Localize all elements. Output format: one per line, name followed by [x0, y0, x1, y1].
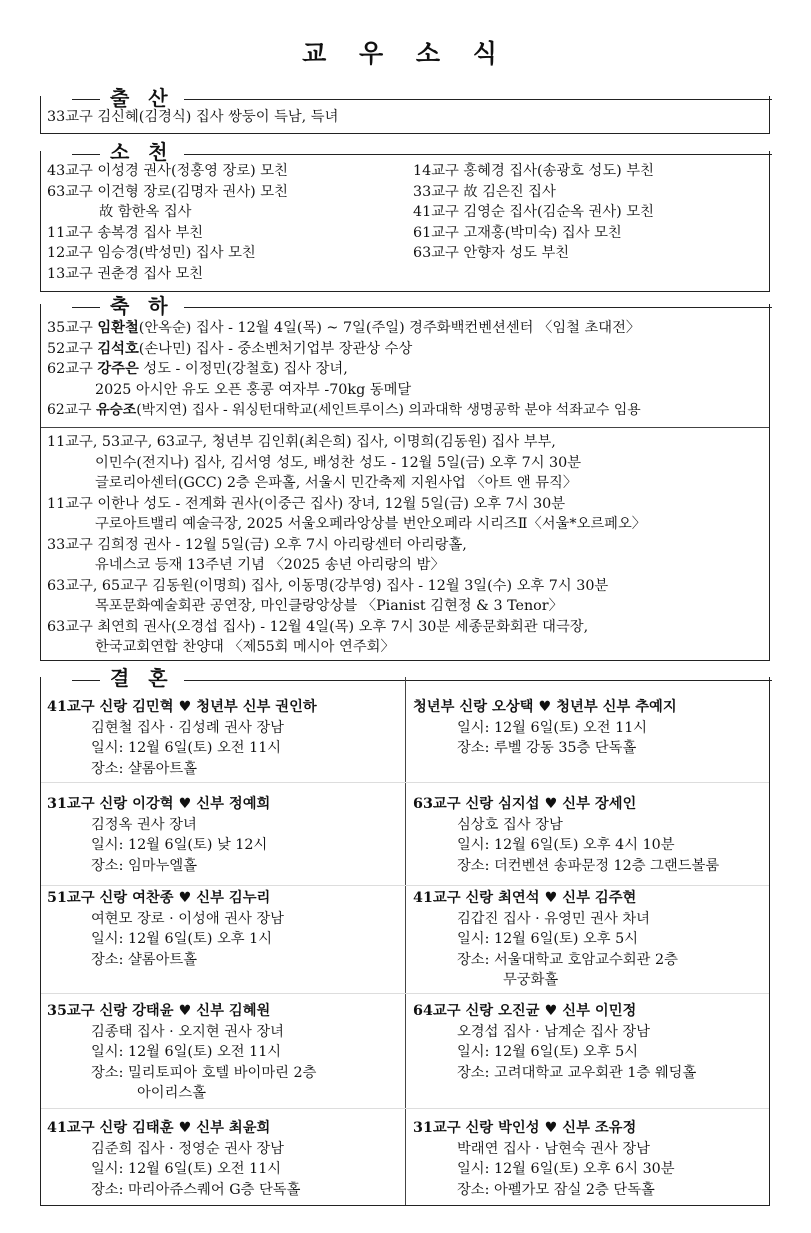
wedding-header: 결 혼	[100, 668, 184, 688]
entry-detail: 김갑진 집사 · 유영민 권사 차녀	[457, 910, 650, 927]
entry-detail: 일시: 12월 6일(토) 오후 6시 30분	[457, 1161, 675, 1177]
wedding-entry	[47, 1118, 300, 1200]
congrats-box	[40, 304, 770, 661]
list-item: 글로리아센터(GCC) 2층 은파홀, 서울시 민간축제 지원사업 〈아트 앤 뮤직〉	[95, 475, 578, 491]
wedding-entry	[47, 1001, 316, 1104]
wedding-entry	[413, 1118, 675, 1200]
death-header: 소 천	[100, 142, 184, 162]
list-item: 43교구 이성경 권사(정홍영 장로) 모친	[47, 163, 288, 179]
list-item: 유네스코 등재 13주년 기념 〈2025 송년 아리랑의 밤〉	[95, 557, 445, 573]
entry-detail: 일시: 12월 6일(토) 오후 1시	[91, 931, 273, 947]
list-item: 이민수(전지나) 집사, 김서영 성도, 배성찬 성도 - 12월 5일(금) 오후 7시 30분	[95, 454, 582, 471]
entry-detail: 박래연 집사 · 남현숙 권사 장남	[457, 1140, 650, 1157]
entry-detail: 일시: 12월 6일(토) 낮 12시	[91, 837, 268, 853]
parish-label: 52교구	[47, 340, 98, 357]
list-item: 11교구 송복경 집사 부친	[47, 224, 204, 241]
person-name: 유승조	[95, 402, 137, 418]
entry-detail: 일시: 12월 6일(토) 오전 11시	[91, 1161, 282, 1177]
birth-header: 출 산	[100, 88, 184, 108]
wedding-entry	[413, 697, 677, 759]
entry-detail: 장소: 밀리토피아 호텔 바이마린 2층	[91, 1064, 317, 1081]
item-detail: (안옥순) 집사 - 12월 4일(목) ~ 7일(주일) 경주화백컨벤션센터 〈임철 초대전〉	[138, 320, 641, 336]
entry-detail: 장소: 마리아쥬스퀘어 G층 단독홀	[91, 1181, 301, 1198]
list-item: 14교구 홍혜경 집사(송광호 성도) 부친	[413, 163, 654, 179]
parish-label: 62교구	[47, 361, 98, 377]
list-item: 한국교회연합 찬양대 〈제55회 메시아 연주회〉	[95, 639, 395, 655]
entry-detail: 일시: 12월 6일(토) 오후 5시	[457, 1044, 639, 1060]
couple-heading: 41교구 신랑 김민혁 ♥ 청년부 신부 권인하	[47, 699, 317, 715]
item-detail: 2025 아시안 유도 오픈 홍콩 여자부 -70kg 동메달	[95, 381, 412, 398]
list-item	[47, 318, 641, 339]
entry-detail: 일시: 12월 6일(토) 오후 5시	[457, 931, 639, 947]
couple-heading: 41교구 신랑 김태훈 ♥ 신부 최윤희	[47, 1120, 271, 1136]
entry-detail: 장소: 임마누엘홀	[91, 857, 198, 874]
entry-detail: 김준희 집사 · 정영순 권사 장남	[91, 1140, 284, 1157]
list-item: 63교구 안향자 성도 부친	[413, 245, 570, 261]
entry-detail: 일시: 12월 6일(토) 오전 11시	[91, 1044, 282, 1060]
congrats-divider	[41, 427, 769, 428]
wedding-entry	[47, 888, 284, 970]
entry-detail: 심상호 집사 장남	[457, 816, 563, 833]
entry-detail: 일시: 12월 6일(토) 오전 11시	[91, 740, 282, 756]
list-item: 41교구 김영순 집사(김순옥 권사) 모친	[413, 204, 654, 220]
item-detail: (손나민) 집사 - 중소벤처기업부 장관상 수상	[138, 340, 413, 357]
birth-line: 33교구 김신혜(김경식) 집사 쌍둥이 득남, 득녀	[47, 109, 339, 125]
person-name: 김석호	[97, 340, 139, 357]
couple-heading: 31교구 신랑 박인성 ♥ 신부 조유정	[413, 1120, 637, 1136]
list-item: 63교구 이건형 장로(김명자 권사) 모친	[47, 183, 288, 200]
entry-detail: 장소: 샬롬아트홀	[91, 760, 198, 777]
wedding-row-divider	[41, 993, 769, 994]
item-detail: (박지연) 집사 - 워싱턴대학교(세인트루이스) 의과대학 생명공학 분야 석좌교수 임용	[136, 402, 641, 418]
congrats-block-2	[47, 432, 646, 658]
entry-detail: 김정옥 권사 장녀	[91, 816, 197, 833]
entry-detail: 아이리스홀	[137, 1085, 207, 1101]
wedding-entry	[47, 794, 270, 876]
entry-detail: 일시: 12월 6일(토) 오전 11시	[457, 719, 648, 736]
page-title: 교 우 소 식	[302, 39, 509, 68]
couple-heading: 35교구 신랑 강태윤 ♥ 신부 김혜원	[47, 1003, 271, 1019]
list-item: 13교구 권춘경 집사 모친	[47, 265, 204, 282]
couple-heading: 64교구 신랑 오진균 ♥ 신부 이민정	[413, 1003, 637, 1019]
list-item: 33교구 故 김은진 집사	[413, 183, 556, 200]
entry-detail: 김종태 집사 · 오지현 권사 장녀	[91, 1023, 284, 1040]
death-left-column	[47, 161, 288, 284]
list-item: 63교구 최연희 권사(오경섭 집사) - 12월 4일(목) 오후 7시 30분 세종문화회관 대극장,	[47, 618, 589, 635]
entry-detail: 여현모 장로 · 이성애 권사 장남	[91, 910, 284, 927]
wedding-entry	[413, 1001, 696, 1083]
list-item	[47, 400, 641, 421]
death-box	[40, 151, 770, 292]
wedding-entry	[413, 888, 678, 991]
entry-detail: 무궁화홀	[503, 972, 559, 988]
parish-label: 35교구	[47, 320, 98, 336]
death-right-column	[413, 161, 654, 264]
birth-box	[40, 96, 770, 134]
entry-detail: 장소: 고려대학교 교우회관 1층 웨딩홀	[457, 1064, 697, 1081]
list-item: 63교구, 65교구 김동원(이명희) 집사, 이동명(강부영) 집사 - 12월 3일(수) 오후 7시 30분	[47, 577, 609, 594]
couple-heading: 63교구 신랑 심지섭 ♥ 신부 장세인	[413, 796, 637, 812]
list-item: 12교구 임승경(박성민) 집사 모친	[47, 245, 256, 261]
list-item: 故 함한옥 집사	[99, 204, 192, 220]
entry-detail: 일시: 12월 6일(토) 오후 4시 10분	[457, 837, 675, 853]
wedding-row-divider	[41, 885, 769, 886]
list-item: 33교구 김희정 권사 - 12월 5일(금) 오후 7시 아리랑센터 아리랑홀,	[47, 536, 467, 553]
person-name: 임환철	[97, 320, 139, 336]
entry-detail: 김현철 집사 · 김성례 권사 장남	[91, 719, 284, 736]
entry-detail: 장소: 루벨 강동 35층 단독홀	[457, 740, 637, 756]
entry-detail: 오경섭 집사 · 남계순 집사 장남	[457, 1023, 650, 1040]
wedding-entry	[47, 697, 317, 779]
congrats-header: 축 하	[100, 296, 184, 316]
couple-heading: 41교구 신랑 최연석 ♥ 신부 김주현	[413, 890, 637, 906]
list-item	[47, 359, 641, 380]
congrats-block-1	[47, 318, 641, 421]
wedding-box	[40, 677, 770, 1206]
couple-heading: 51교구 신랑 여찬종 ♥ 신부 김누리	[47, 890, 271, 906]
entry-detail: 장소: 아펠가모 잠실 2층 단독홀	[457, 1181, 655, 1198]
list-item: 11교구, 53교구, 63교구, 청년부 김인휘(최은희) 집사, 이명희(김동원) 집사 부부,	[47, 434, 556, 450]
entry-detail: 장소: 서울대학교 호암교수회관 2층	[457, 951, 678, 968]
couple-heading: 청년부 신랑 오상택 ♥ 청년부 신부 추예지	[413, 699, 677, 715]
wedding-row-divider	[41, 1108, 769, 1109]
wedding-row-divider	[41, 782, 769, 783]
list-item: 구로아트밸리 예술극장, 2025 서울오페라앙상블 번안오페라 시리즈Ⅱ〈서울*오르페오〉	[95, 516, 647, 532]
list-item: 목포문화예술회관 공연장, 마인클랑앙상블 〈Pianist 김현정 & 3 Tenor〉	[95, 598, 563, 614]
person-name: 강주은	[97, 361, 139, 377]
entry-detail: 장소: 샬롬아트홀	[91, 951, 198, 968]
list-item: 11교구 이한나 성도 - 전계화 권사(이중근 집사) 장녀, 12월 5일(금) 오후 7시 30분	[47, 495, 566, 512]
list-item	[47, 339, 641, 360]
list-item	[47, 380, 641, 401]
item-detail: 성도 - 이정민(강철호) 집사 장녀,	[138, 361, 348, 377]
couple-heading: 31교구 신랑 이강혁 ♥ 신부 정예희	[47, 796, 271, 812]
wedding-entry	[413, 794, 719, 876]
wedding-column-divider	[405, 677, 406, 1205]
list-item: 61교구 고재홍(박미숙) 집사 모친	[413, 224, 622, 241]
entry-detail: 장소: 더컨벤션 송파문정 12층 그랜드볼룸	[457, 857, 720, 874]
parish-label: 62교구	[47, 402, 96, 418]
